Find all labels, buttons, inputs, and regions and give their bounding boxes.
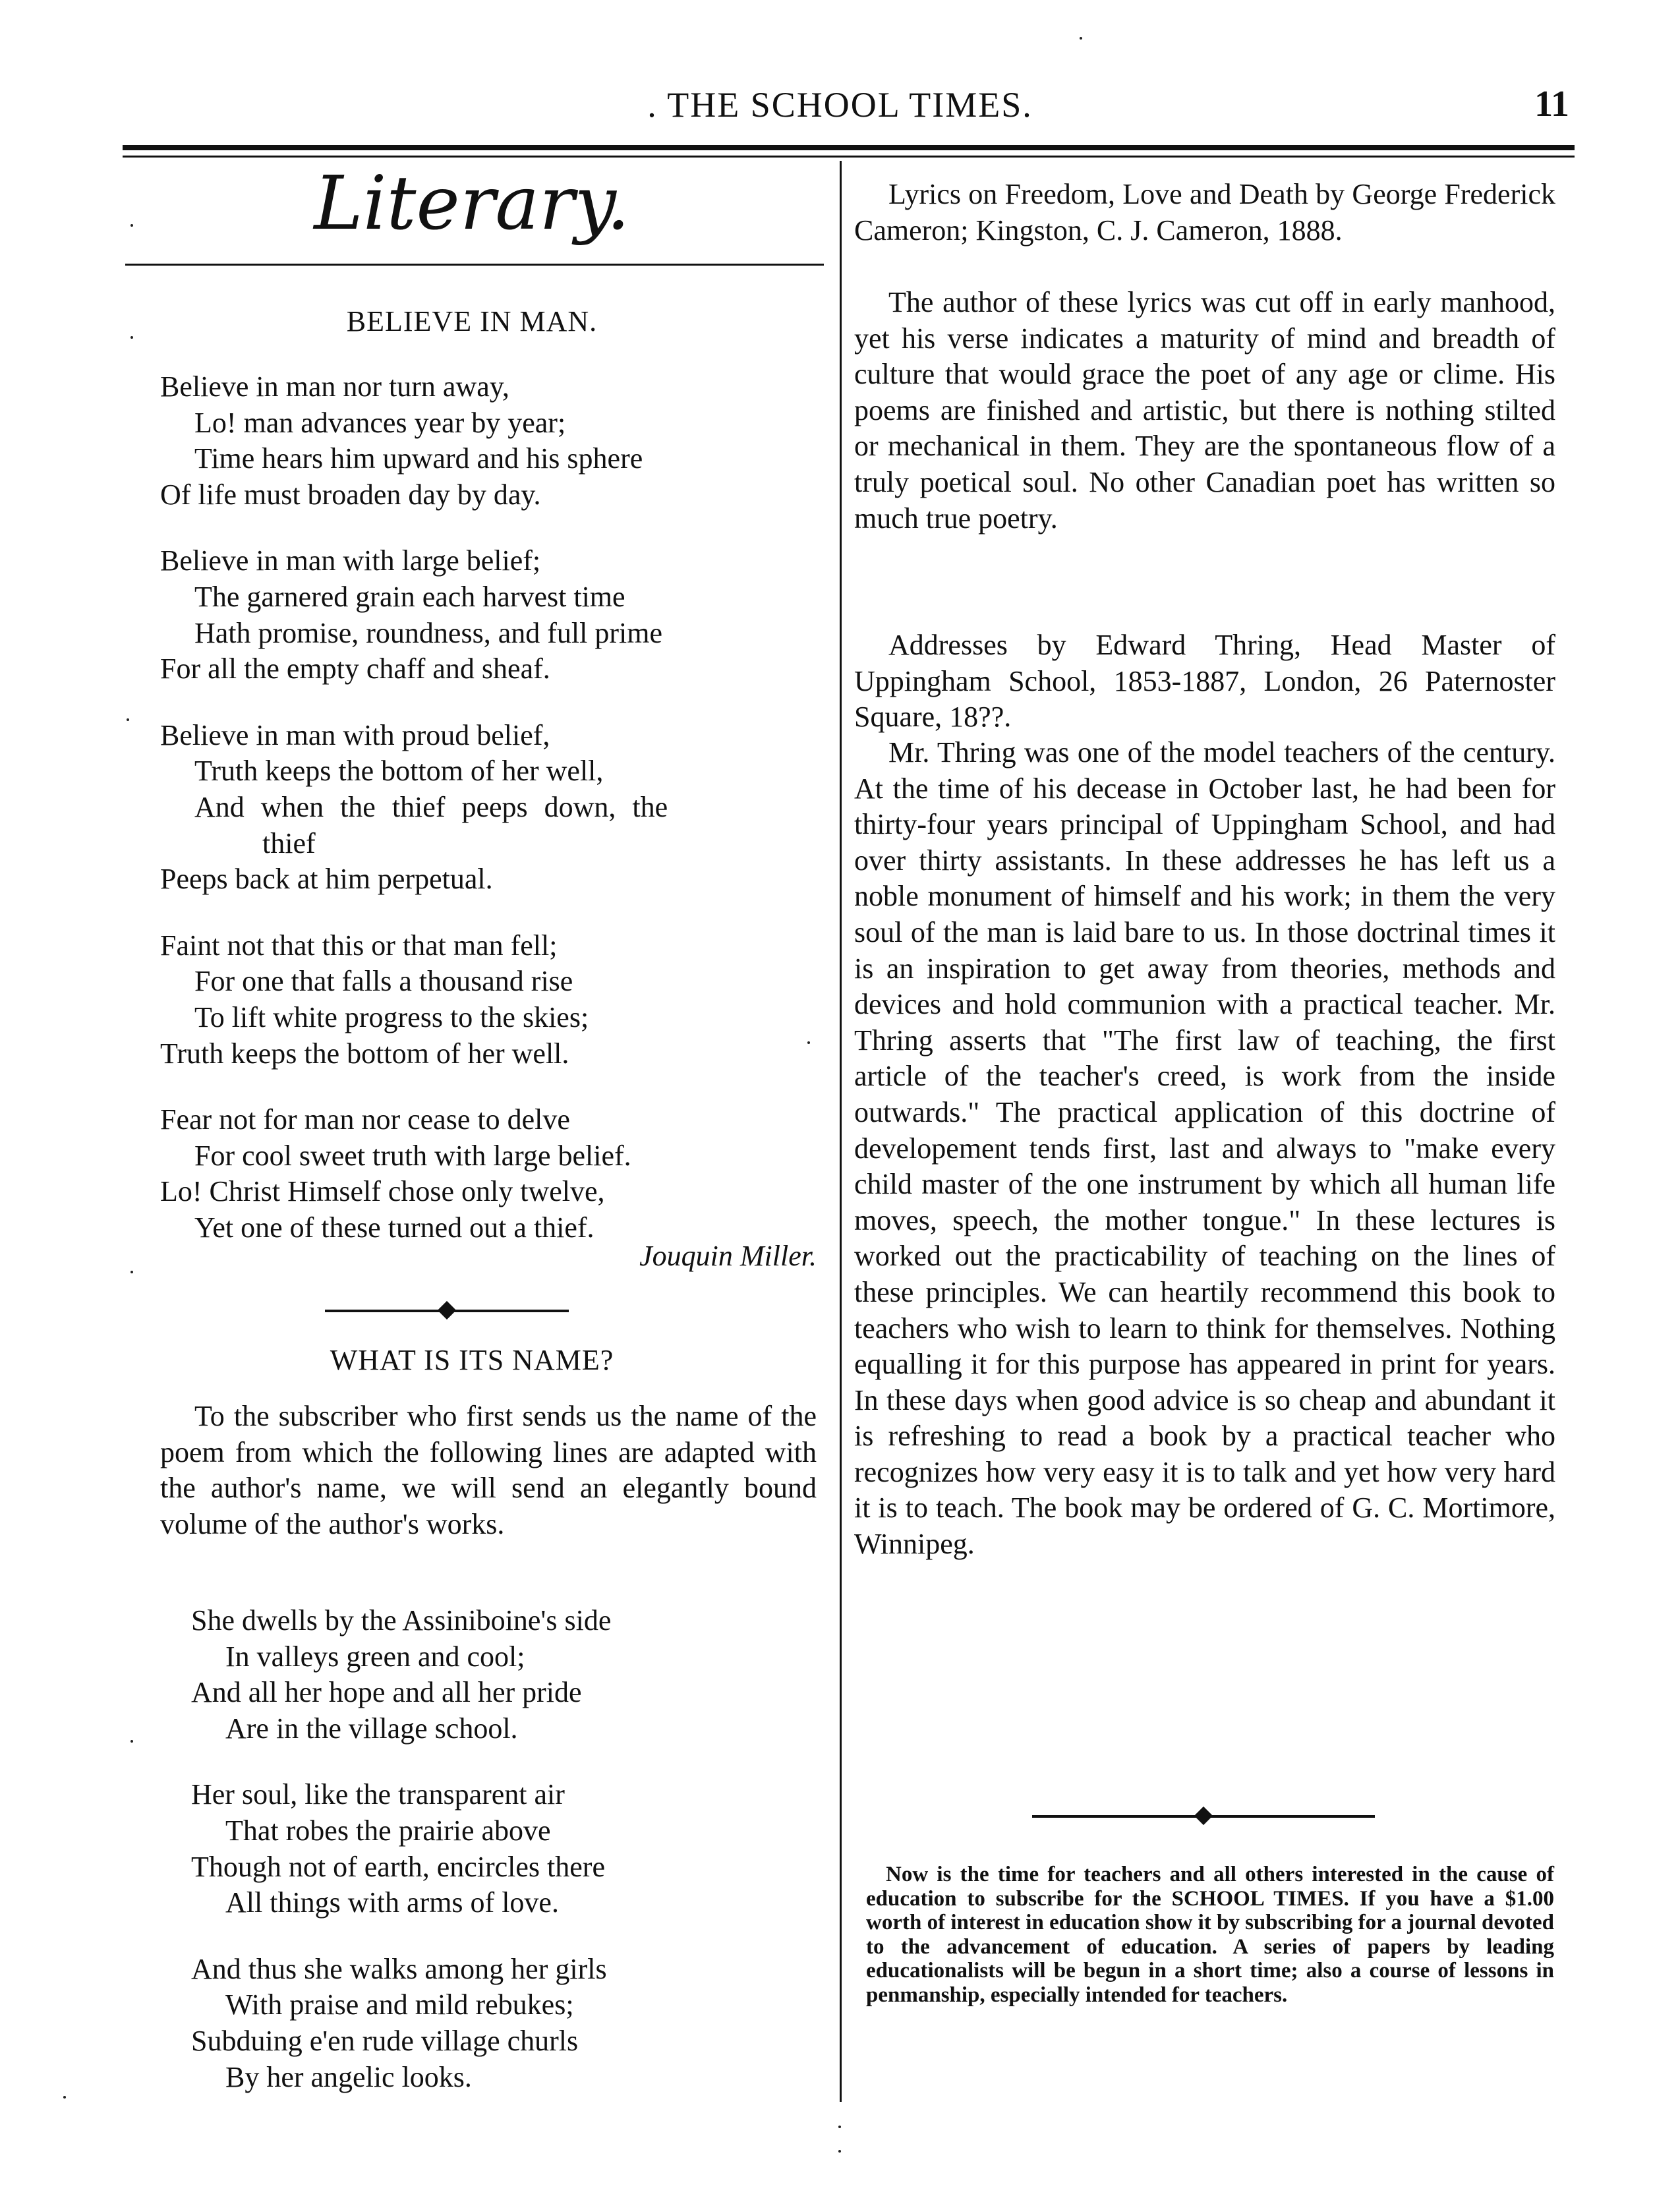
poem-line: Believe in man nor turn away, bbox=[160, 370, 509, 403]
poem-line: Hath promise, roundness, and full prime bbox=[194, 616, 662, 649]
review-body-thring: Mr. Thring was one of the model teachers of the century. At the time of his decease in October last, he had been for thirty-four years principal of Uppingham School, and had over thirty assistants. In these addresses he has left us a noble monument of himself and his work; in them the very soul of the man is laid bare to us. In those doctrinal times it is an inspiration to get away from theories, methods and devices and hold communion with a practical teacher. Mr. Thring asserts that "The first law of teaching, the first article of the teacher's creed, is work from the inside outwards." The practical application of this doctrine of developement tends first, last and always to "make every child master of the one instrument by which all human life moves, speech, the mother tongue." In these lectures is worked out the practicability of teaching on the lines of these principles. We can heartily recommend this book to teachers who wish to learn to think for themselves. Nothing equalling it for this purpose has appeared in print for years. In these days when good advice is so cheap and abundant it is refreshing to read a book by a practical teacher who recognizes how very easy it is to talk and yet how very hard it is to teach. The book may be ordered of G. C. Mortimore, Winnipeg. bbox=[854, 736, 1555, 1561]
poem-line: Faint not that this or that man fell; bbox=[160, 929, 558, 962]
subscription-notice: Now is the time for teachers and all others interested in the cause of education to subscribe for the SCHOOL TIMES. If you have a $1.00 worth of interest in education show it by subscribing for a journal devoted to the advancement of education. A series of papers by leading educationalists will be begun in a short time; also a course of lessons in penmanship, especially intended for teachers. bbox=[866, 1863, 1554, 2007]
ornament-divider bbox=[1032, 1809, 1375, 1822]
poem-line: Believe in man with proud belief, bbox=[160, 718, 550, 751]
poem-line: For cool sweet truth with large belief. bbox=[194, 1139, 631, 1172]
print-speck bbox=[838, 2150, 841, 2153]
stanza bbox=[191, 1603, 824, 1747]
poem-line: Fear not for man nor cease to delve bbox=[160, 1103, 570, 1136]
poem-line: For all the empty chaff and sheaf. bbox=[160, 652, 550, 685]
print-speck bbox=[130, 336, 133, 339]
poem-line: And all her hope and all her pride bbox=[191, 1676, 582, 1709]
running-head: . THE SCHOOL TIMES. bbox=[647, 85, 1033, 125]
poem-line: To lift white progress to the skies; bbox=[194, 1000, 589, 1033]
poem-line: thief bbox=[262, 826, 316, 859]
poem-line: Lo! man advances year by year; bbox=[194, 406, 566, 439]
poem-line: Lo! Christ Himself chose only twelve, bbox=[160, 1175, 605, 1208]
print-speck bbox=[130, 224, 133, 227]
poem-line: And thus she walks among her girls bbox=[191, 1952, 607, 1985]
contest-title: WHAT IS ITS NAME? bbox=[330, 1344, 614, 1376]
column-divider bbox=[840, 161, 842, 2102]
stanza bbox=[160, 1102, 826, 1246]
review-citation-lyrics: Lyrics on Freedom, Love and Death by George Frederick Cameron; Kingston, C. J. Cameron, 1888. bbox=[854, 178, 1555, 246]
poem-line: Subduing e'en rude village churls bbox=[191, 2024, 579, 2057]
poem-believe-in-man bbox=[160, 369, 826, 1276]
section-rule bbox=[125, 264, 824, 266]
poem-attribution: Jouquin Miller. bbox=[639, 1240, 817, 1272]
poem-line: She dwells by the Assiniboine's side bbox=[191, 1604, 612, 1637]
poem-line: In valleys green and cool; bbox=[225, 1640, 525, 1673]
poem-line: And when the thief peeps down, the bbox=[194, 790, 668, 823]
poem-line: Truth keeps the bottom of her well. bbox=[160, 1037, 569, 1070]
header-rule-thick bbox=[123, 145, 1575, 150]
stanza bbox=[160, 369, 826, 513]
print-speck bbox=[1080, 37, 1082, 40]
poem-line: All things with arms of love. bbox=[225, 1886, 559, 1919]
print-speck bbox=[127, 718, 129, 721]
poem-line: Are in the village school. bbox=[225, 1712, 518, 1745]
review-citation-thring: Addresses by Edward Thring, Head Master of Uppingham School, 1853-1887, London, 26 Paternoster Square, 18??. bbox=[854, 629, 1555, 734]
print-speck bbox=[807, 1041, 810, 1044]
stanza bbox=[160, 543, 826, 687]
poem-line: Of life must broaden day by day. bbox=[160, 478, 541, 511]
poem-line: Though not of earth, encircles there bbox=[191, 1850, 605, 1883]
stanza bbox=[160, 718, 826, 898]
poem-line: Her soul, like the transparent air bbox=[191, 1778, 565, 1811]
poem-line: The garnered grain each harvest time bbox=[194, 580, 625, 613]
stanza bbox=[191, 1777, 824, 1921]
poem-line: That robes the prairie above bbox=[225, 1814, 551, 1847]
page-number: 11 bbox=[1534, 84, 1569, 125]
section-heading: Literary. bbox=[314, 161, 630, 246]
poem-line: With praise and mild rebukes; bbox=[225, 1988, 574, 2021]
poem-line: For one that falls a thousand rise bbox=[194, 965, 573, 998]
poem-excerpt bbox=[191, 1603, 824, 2126]
poem-line: Peeps back at him perpetual. bbox=[160, 863, 493, 896]
print-speck bbox=[130, 1271, 133, 1273]
print-speck bbox=[63, 2096, 66, 2099]
stanza bbox=[160, 928, 826, 1072]
poem-line: Truth keeps the bottom of her well, bbox=[194, 755, 604, 788]
review-body-lyrics: The author of these lyrics was cut off in early manhood, yet his verse indicates a maturity of mind and breadth of culture that would grace the poet of any age or clime. His poems are finished and artistic, but there is nothing stilted or mechanical in them. They are the spontaneous flow of a truly poetical soul. No other Canadian poet has written so much true poetry. bbox=[854, 286, 1555, 535]
poem-line: Believe in man with large belief; bbox=[160, 544, 541, 577]
header-rule-thin bbox=[123, 156, 1575, 158]
poem-line: Time hears him upward and his sphere bbox=[194, 442, 643, 475]
print-speck bbox=[838, 2126, 841, 2128]
poem-title: BELIEVE IN MAN. bbox=[346, 305, 598, 337]
ornament-divider bbox=[325, 1304, 569, 1317]
contest-intro: To the subscriber who first sends us the name of the poem from which the following lines are adapted with the author's name, we will send an elegantly bound volume of the author's works. bbox=[160, 1400, 817, 1540]
print-speck bbox=[130, 1740, 133, 1743]
poem-line: By her angelic looks. bbox=[225, 2060, 472, 2093]
poem-line: Yet one of these turned out a thief. bbox=[194, 1211, 594, 1244]
stanza bbox=[191, 1952, 824, 2095]
